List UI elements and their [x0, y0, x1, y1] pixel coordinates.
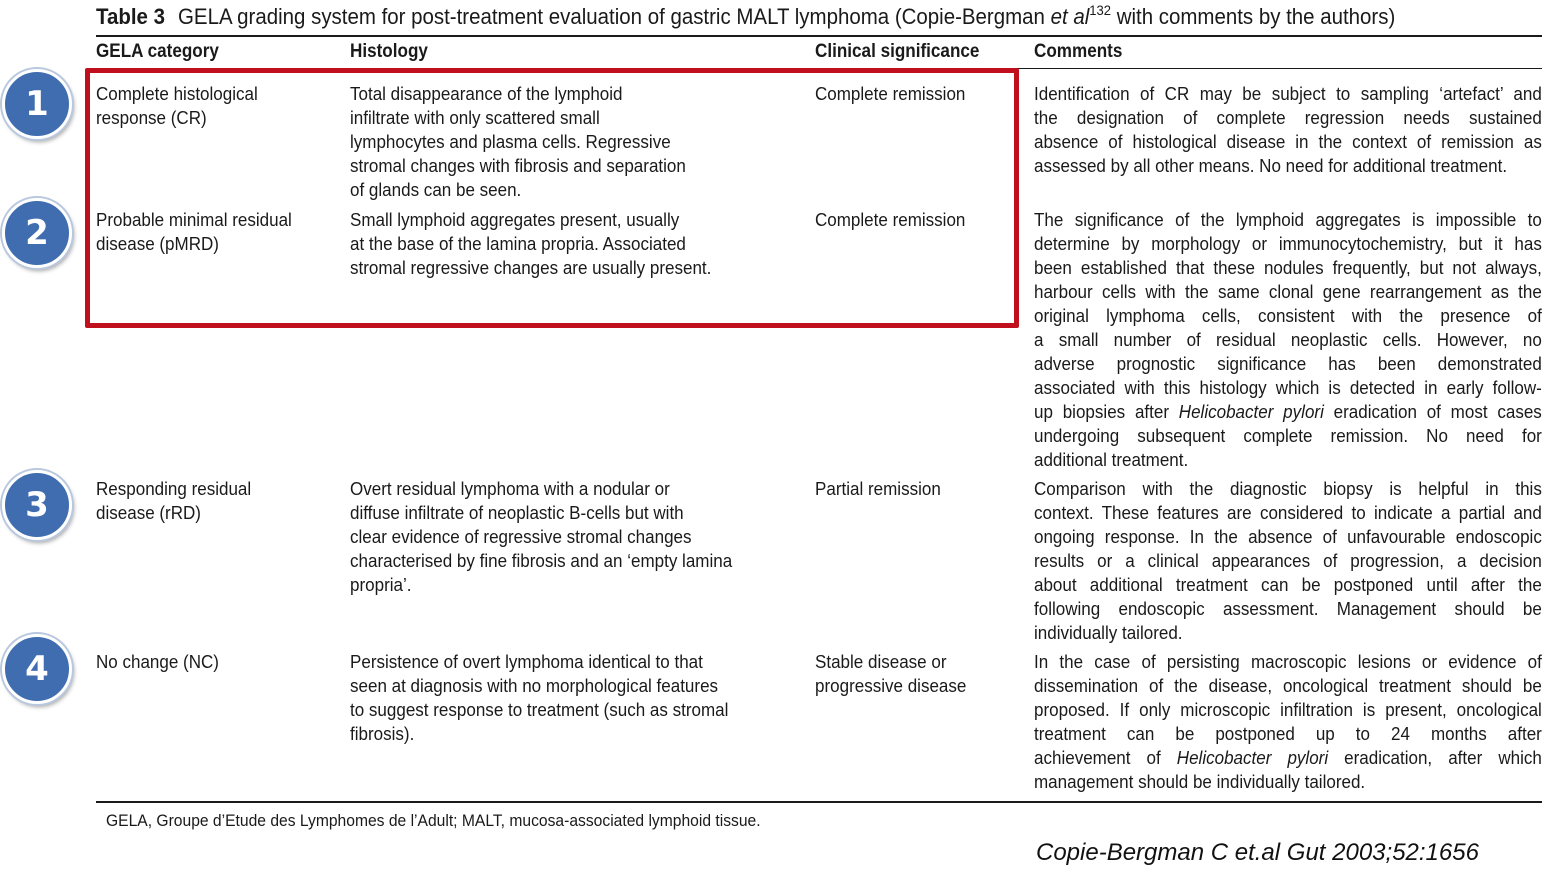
comments-cell: [1034, 650, 1542, 794]
table-title-ref: 132: [1089, 2, 1112, 18]
category-cell-line: Responding residual: [96, 478, 252, 499]
histology-cell-line: clear evidence of regressive stromal changes: [350, 526, 692, 547]
histology-cell: [350, 477, 732, 597]
histology-cell-line: propria’.: [350, 574, 412, 595]
comments-cell-line: up biopsies after Helicobacter pylori eradication of most cases: [1034, 401, 1542, 422]
category-cell-line: Complete histological: [96, 83, 258, 104]
histology-cell-line: to suggest response to treatment (such as stromal: [350, 699, 729, 720]
clinical-cell-line: progressive disease: [815, 675, 967, 696]
comments-cell-line: treatment can be postponed up to 24 months after: [1034, 723, 1542, 744]
histology-cell-line: stromal regressive changes are usually present.: [350, 257, 712, 278]
histology-cell-line: Persistence of overt lymphoma identical to that: [350, 651, 703, 672]
histology-cell: [350, 650, 728, 746]
row-number-badge: 4: [2, 634, 72, 704]
column-header-histology: Histology: [350, 41, 428, 62]
comments-cell-line: adverse prognostic significance has been demonstrated: [1034, 353, 1542, 374]
column-header-clinical: Clinical significance: [815, 41, 980, 62]
comments-cell: [1034, 477, 1542, 645]
clinical-cell-line: Stable disease or: [815, 651, 947, 672]
column-header-comments: Comments: [1034, 41, 1123, 62]
top-rule: [96, 35, 1542, 37]
citation: Copie-Bergman C et.al Gut 2003;52:1656: [1036, 839, 1479, 866]
histology-cell-line: fibrosis).: [350, 723, 415, 744]
column-header-category: GELA category: [96, 41, 219, 62]
comments-cell: [1034, 82, 1542, 178]
comments-cell-line: proposed. If only microscopic infiltration is present, oncological: [1034, 699, 1542, 720]
row-number-badge: 1: [2, 69, 72, 139]
table-title-suffix: with comments by the authors): [1111, 4, 1396, 29]
comments-cell-line: additional treatment.: [1034, 449, 1189, 470]
clinical-cell-line: Complete remission: [815, 83, 966, 104]
histology-cell-line: infiltrate with only scattered small: [350, 107, 600, 128]
table-label: Table 3: [96, 4, 165, 29]
comments-cell-line: assessed by all other means. No need for additional treatment.: [1034, 155, 1508, 176]
histology-cell-line: seen at diagnosis with no morphological features: [350, 675, 719, 696]
comments-cell-line: management should be individually tailored.: [1034, 771, 1366, 792]
category-cell-line: disease (pMRD): [96, 233, 219, 254]
category-cell: [96, 650, 219, 674]
histology-cell-line: at the base of the lamina propria. Associated: [350, 233, 686, 254]
category-cell-line: Probable minimal residual: [96, 209, 292, 230]
comments-cell-line: absence of histological disease in the context of remission as: [1034, 131, 1542, 152]
category-cell-line: response (CR): [96, 107, 207, 128]
comments-cell-line: context. These features are considered to indicate a partial and: [1034, 502, 1542, 523]
comments-cell-line: associated with this histology which is detected in early follow-: [1034, 377, 1542, 398]
comments-cell-line: following endoscopic assessment. Management should be: [1034, 598, 1542, 619]
table-title-text: GELA grading system for post-treatment evaluation of gastric MALT lymphoma (Copie-Bergman: [178, 4, 1051, 29]
comments-cell-line: individually tailored.: [1034, 622, 1183, 643]
comments-cell-line: results or a clinical appearances of progression, a decision: [1034, 550, 1542, 571]
comments-cell-line: In the case of persisting macroscopic lesions or evidence of: [1034, 651, 1542, 672]
comments-cell-line: Comparison with the diagnostic biopsy is helpful in this: [1034, 478, 1542, 499]
row-number-badge: 3: [2, 470, 72, 540]
bottom-rule: [96, 801, 1542, 803]
comments-cell-line: a small number of residual neoplastic cells. However, no: [1034, 329, 1542, 350]
histology-cell-line: stromal changes with fibrosis and separation: [350, 155, 686, 176]
comments-cell-line: Identification of CR may be subject to sampling ‘artefact’ and: [1034, 83, 1542, 104]
histology-cell-line: Overt residual lymphoma with a nodular or: [350, 478, 670, 499]
comments-cell-line: determine by morphology or immunocytochemistry, but it has: [1034, 233, 1542, 254]
comments-cell: [1034, 208, 1542, 472]
comments-cell-line: harbour cells with the same clonal gene rearrangement as the: [1034, 281, 1542, 302]
row-number-badge: 2: [2, 198, 72, 268]
histology-cell-line: diffuse infiltrate of neoplastic B-cells but with: [350, 502, 684, 523]
histology-cell-line: Small lymphoid aggregates present, usually: [350, 209, 680, 230]
comments-cell-line: undergoing subsequent complete remission. No need for: [1034, 425, 1542, 446]
histology-cell-line: lymphocytes and plasma cells. Regressive: [350, 131, 671, 152]
histology-cell-line: characterised by fine fibrosis and an ‘empty lamina: [350, 550, 733, 571]
histology-cell-line: of glands can be seen.: [350, 179, 522, 200]
table-title-etal: et al: [1050, 4, 1090, 29]
clinical-cell-line: Partial remission: [815, 478, 941, 499]
comments-cell-line: The significance of the lymphoid aggregates is impossible to: [1034, 209, 1542, 230]
clinical-cell-line: Complete remission: [815, 209, 966, 230]
comments-cell-line: dissemination of the disease, oncological treatment should be: [1034, 675, 1542, 696]
clinical-cell: [815, 650, 966, 698]
highlight-box: [85, 68, 1019, 328]
table-title: [96, 2, 1445, 32]
clinical-cell: [815, 477, 941, 501]
comments-cell-line: ongoing response. In the absence of unfavourable endoscopic: [1034, 526, 1542, 547]
comments-cell-line: about additional treatment can be postponed until after the: [1034, 574, 1542, 595]
comments-cell-line: original lymphoma cells, consistent with the presence of: [1034, 305, 1542, 326]
table-footnote: GELA, Groupe d’Etude des Lymphomes de l’Adult; MALT, mucosa-associated lymphoid tissue.: [106, 811, 761, 830]
category-cell-line: disease (rRD): [96, 502, 201, 523]
histology-cell-line: Total disappearance of the lymphoid: [350, 83, 623, 104]
comments-cell-line: been established that these nodules frequently, but not always,: [1034, 257, 1542, 278]
category-cell: [96, 477, 251, 525]
category-cell-line: No change (NC): [96, 651, 219, 672]
comments-cell-line: the designation of complete regression needs sustained: [1034, 107, 1542, 128]
comments-cell-line: achievement of Helicobacter pylori eradication, after which: [1034, 747, 1542, 768]
